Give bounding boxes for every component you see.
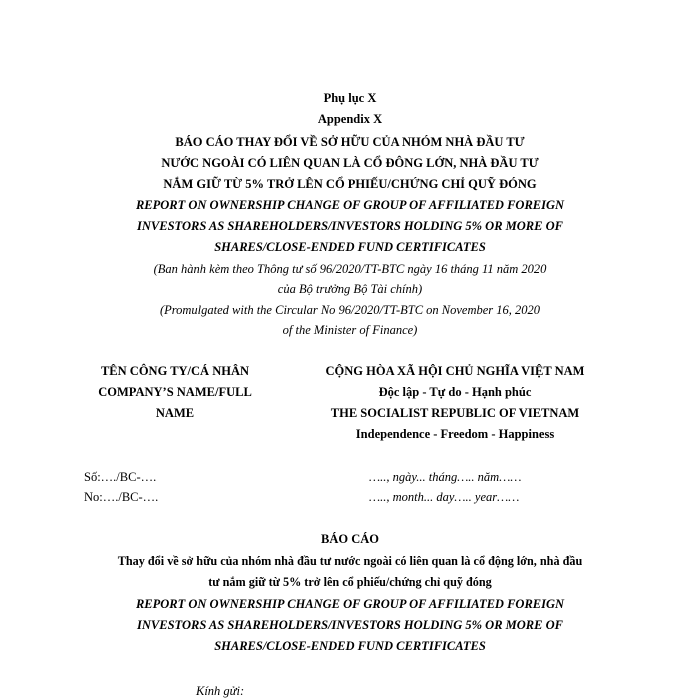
national-motto-en: Independence - Freedom - Happiness (355, 427, 555, 441)
report-subtitle-en-line-2: INVESTORS AS SHAREHOLDERS/INVESTORS HOLDING 5% OR MORE OF (137, 618, 563, 632)
company-name-en-line-2: NAME (155, 406, 195, 420)
report-subtitle-vn-line-1: Thay đổi về sở hữu của nhóm nhà đầu tư nước ngoài có liên quan là cổ động lớn, nhà đầu (117, 554, 583, 568)
company-name-block (70, 361, 280, 424)
report-subtitle-vn-line-2: tư nắm giữ từ 5% trở lên cổ phiếu/chứng chỉ quỹ đóng (208, 575, 492, 589)
document-date-en: ….., month... day….. year…… (369, 490, 520, 504)
title-vn-line-2: NƯỚC NGOÀI CÓ LIÊN QUAN LÀ CỔ ĐÔNG LỚN, NHÀ ĐẦU TƯ (161, 156, 539, 170)
title-en-line-1: REPORT ON OWNERSHIP CHANGE OF GROUP OF AFFILIATED FOREIGN (135, 198, 565, 212)
report-subtitle-en-line-1: REPORT ON OWNERSHIP CHANGE OF GROUP OF AFFILIATED FOREIGN (135, 597, 565, 611)
title-vn-line-1: BÁO CÁO THAY ĐỔI VỀ SỞ HỮU CỦA NHÓM NHÀ ĐẦU TƯ (175, 135, 525, 149)
addressee-label: Kính gửi: (196, 684, 245, 698)
document-number-vn: Số:…./BC-…. (84, 470, 157, 484)
title-en-line-2: INVESTORS AS SHAREHOLDERS/INVESTORS HOLDING 5% OR MORE OF (137, 219, 563, 233)
national-heading-block (290, 361, 620, 445)
national-motto-vn: Độc lập - Tự do - Hạnh phúc (378, 385, 532, 399)
issued-note-en-line-2: of the Minister of Finance) (282, 323, 418, 337)
issued-note-en-line-1: (Promulgated with the Circular No 96/2020/TT-BTC on November 16, 2020 (159, 303, 541, 317)
country-name-en: THE SOCIALIST REPUBLIC OF VIETNAM (330, 406, 580, 420)
report-subtitle-en-line-3: SHARES/CLOSE-ENDED FUND CERTIFICATES (214, 639, 486, 653)
document-date-vn: ….., ngày... tháng….. năm…… (369, 470, 522, 484)
issued-note-vn-line-1: (Ban hành kèm theo Thông tư số 96/2020/TT-BTC ngày 16 tháng 11 năm 2020 (153, 262, 547, 276)
appendix-label-vn: Phụ lục X (323, 91, 377, 105)
title-vn-line-3: NẮM GIỮ TỪ 5% TRỞ LÊN CỔ PHIẾU/CHỨNG CHỈ QUỸ ĐÓNG (163, 177, 537, 191)
document-number-en: No:…./BC-…. (84, 490, 159, 504)
report-heading: BÁO CÁO (321, 532, 379, 546)
issued-note-vn-line-2: của Bộ trưởng Bộ Tài chính) (277, 282, 423, 296)
appendix-label-en: Appendix X (317, 112, 383, 126)
title-en-line-3: SHARES/CLOSE-ENDED FUND CERTIFICATES (214, 240, 486, 254)
company-name-vn: TÊN CÔNG TY/CÁ NHÂN (100, 364, 250, 378)
company-name-en-line-1: COMPANY’S NAME/FULL (98, 385, 252, 399)
country-name-vn: CỘNG HÒA XÃ HỘI CHỦ NGHĨA VIỆT NAM (325, 364, 585, 378)
